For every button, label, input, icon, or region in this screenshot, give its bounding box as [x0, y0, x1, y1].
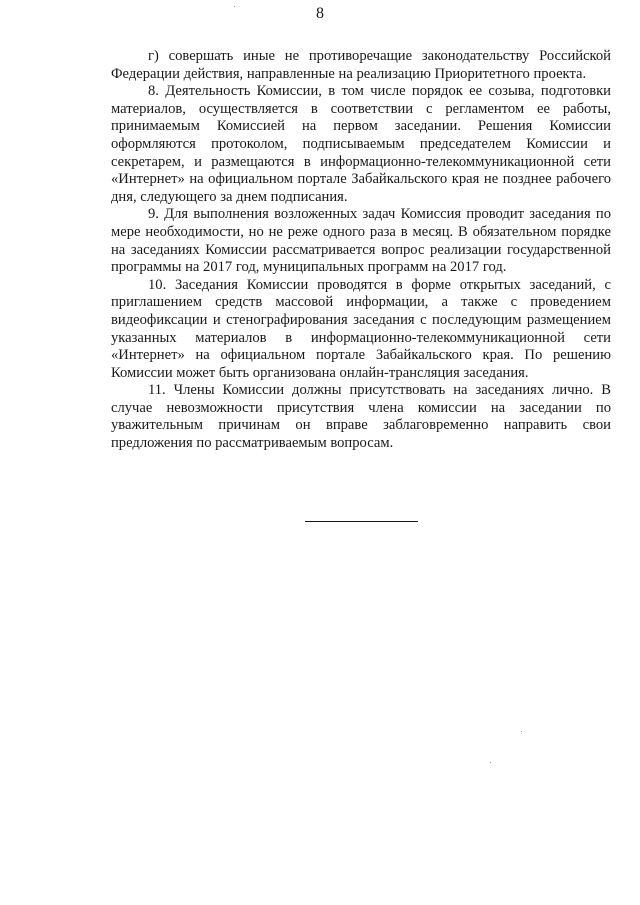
- paragraph-11: 11. Члены Комиссии должны присутствовать на заседаниях лично. В случае невозможности присутствия члена комиссии на заседании по уважительным причинам он вправе заблаговременно направить свои предложения по рассматриваемым вопросам.: [111, 382, 611, 452]
- paragraph-10: 10. Заседания Комиссии проводятся в форме открытых заседаний, с приглашением средств массовой информации, а также с проведением видеофиксации и стенографирования заседания с последующим размещением указанных материалов в информационно-телекоммуникационной сети «Интернет» на официальном портале Забайкальского края. По решению Комиссии может быть организована онлайн-трансляция заседания.: [111, 276, 611, 381]
- end-divider-line: [305, 521, 418, 522]
- scan-speck: [521, 731, 522, 732]
- paragraph-subitem-g: г) совершать иные не противоречащие законодательству Российской Федерации действия, направленные на реализацию Приоритетного проекта.: [111, 48, 611, 82]
- scan-speck: [490, 762, 491, 763]
- scan-speck: [234, 6, 235, 7]
- document-body: [111, 48, 611, 453]
- paragraph-8: 8. Деятельность Комиссии, в том числе порядок ее созыва, подготовки материалов, осуществляется в соответствии с регламентом ее работы, принимаемым Комиссией на первом заседании. Решения Комиссии оформляются протоколом, подписываемым председателем Комиссии и секретарем, и размещаются в информационно-телекоммуникационной сети «Интернет» на официальном портале Забайкальского края не позднее рабочего дня, следующего за днем подписания.: [111, 83, 611, 205]
- paragraph-9: 9. Для выполнения возложенных задач Комиссия проводит заседания по мере необходимости, но не реже одного раза в месяц. В обязательном порядке на заседаниях Комиссии рассматривается вопрос реализации государственной программы на 2017 год, муниципальных программ на 2017 год.: [111, 206, 611, 276]
- page-number: 8: [316, 5, 324, 22]
